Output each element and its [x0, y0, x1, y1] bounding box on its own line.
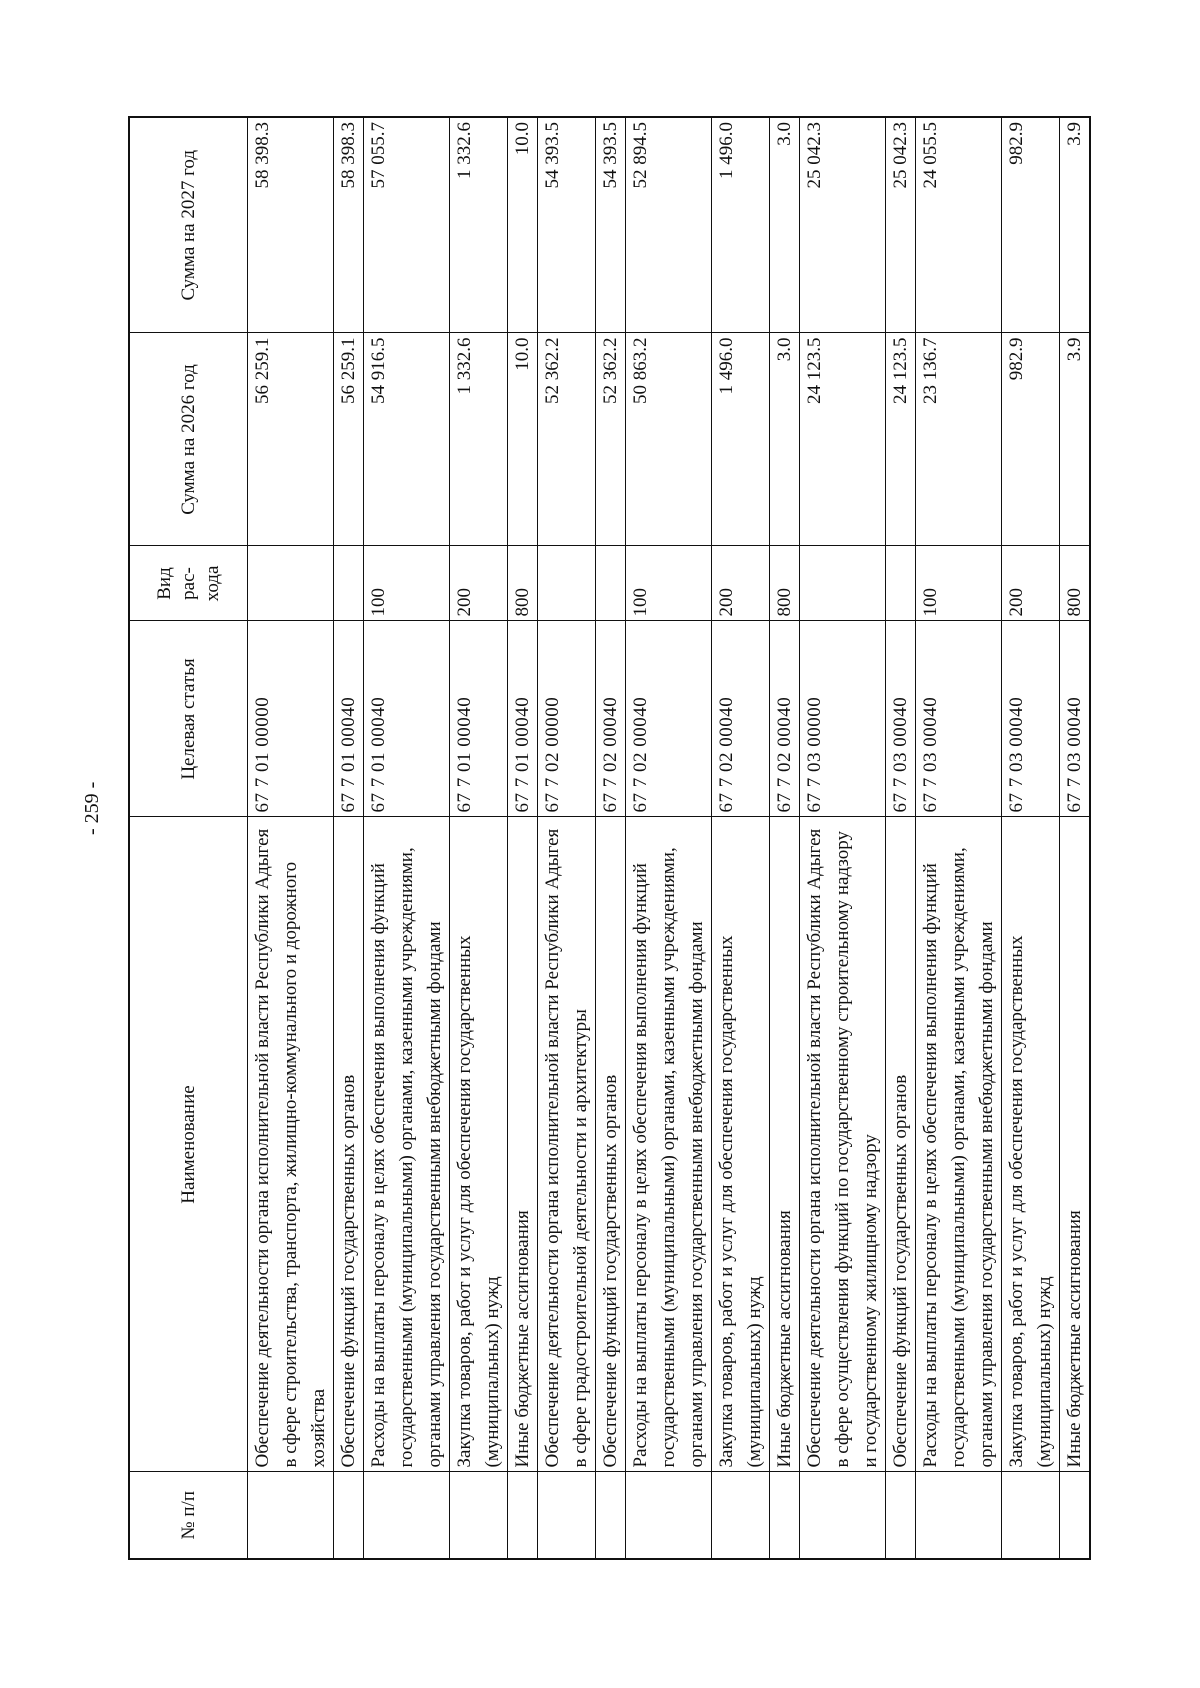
table-row: [1059, 117, 1090, 1559]
cell-no: [625, 1472, 711, 1559]
cell-kind: 800: [769, 546, 799, 621]
header-sum-2027: Сумма на 2027 год: [129, 117, 247, 333]
table-row: [507, 117, 537, 1559]
table-row: [537, 117, 595, 1559]
cell-kind: 200: [449, 546, 507, 621]
cell-kind: 800: [507, 546, 537, 621]
cell-sum-2027: 54 393.5: [537, 117, 595, 333]
header-code: Целевая статья: [129, 621, 247, 817]
budget-table-container: [128, 118, 1085, 1560]
header-sum-2026: Сумма на 2026 год: [129, 333, 247, 546]
cell-no: [711, 1472, 769, 1559]
cell-sum-2027: 25 042.3: [885, 117, 915, 333]
table-row: [449, 117, 507, 1559]
cell-sum-2026: 50 863.2: [625, 333, 711, 546]
table-row: [625, 117, 711, 1559]
cell-kind: [885, 546, 915, 621]
cell-kind: [333, 546, 363, 621]
table-row: [333, 117, 363, 1559]
cell-kind: 200: [711, 546, 769, 621]
cell-code: 67 7 02 00040: [711, 621, 769, 817]
cell-no: [769, 1472, 799, 1559]
cell-code: 67 7 03 00040: [1059, 621, 1090, 817]
cell-sum-2026: 56 259.1: [333, 333, 363, 546]
cell-no: [247, 1472, 333, 1559]
table-row: [769, 117, 799, 1559]
cell-sum-2026: 24 123.5: [799, 333, 885, 546]
cell-sum-2027: 58 398.3: [333, 117, 363, 333]
cell-sum-2027: 54 393.5: [595, 117, 625, 333]
table-row: [595, 117, 625, 1559]
table-row: [799, 117, 885, 1559]
cell-name: Иные бюджетные ассигнования: [769, 817, 799, 1472]
cell-no: [537, 1472, 595, 1559]
table-body: [247, 117, 1090, 1559]
cell-sum-2027: 10.0: [507, 117, 537, 333]
cell-name: Расходы на выплаты персоналу в целях обеспечения выполнения функций государственными (муниципальными) органами, казенными учреждениями, органами управления государственными внебюджетными фондами: [363, 817, 449, 1472]
cell-kind: [595, 546, 625, 621]
table-header-row: [129, 117, 247, 1559]
cell-sum-2026: 24 123.5: [885, 333, 915, 546]
header-name: Наименование: [129, 817, 247, 1472]
cell-no: [799, 1472, 885, 1559]
table-row: [885, 117, 915, 1559]
cell-code: 67 7 03 00040: [885, 621, 915, 817]
cell-sum-2026: 52 362.2: [537, 333, 595, 546]
cell-name: Закупка товаров, работ и услуг для обеспечения государственных (муниципальных) нужд: [449, 817, 507, 1472]
cell-name: Обеспечение функций государственных органов: [885, 817, 915, 1472]
budget-table: [128, 116, 1091, 1560]
cell-sum-2026: 3.9: [1059, 333, 1090, 546]
cell-sum-2027: 982.9: [1001, 117, 1059, 333]
cell-name: Расходы на выплаты персоналу в целях обеспечения выполнения функций государственными (муниципальными) органами, казенными учреждениями, органами управления государственными внебюджетными фондами: [625, 817, 711, 1472]
cell-name: Закупка товаров, работ и услуг для обеспечения государственных (муниципальных) нужд: [1001, 817, 1059, 1472]
cell-sum-2027: 57 055.7: [363, 117, 449, 333]
cell-name: Расходы на выплаты персоналу в целях обеспечения выполнения функций государственными (муниципальными) органами, казенными учреждениями, органами управления государственными внебюджетными фондами: [915, 817, 1001, 1472]
cell-no: [449, 1472, 507, 1559]
cell-code: 67 7 01 00040: [363, 621, 449, 817]
header-kind: Вид рас-хода: [129, 546, 247, 621]
cell-code: 67 7 01 00000: [247, 621, 333, 817]
header-no: № п/п: [129, 1472, 247, 1559]
cell-code: 67 7 01 00040: [333, 621, 363, 817]
cell-code: 67 7 02 00040: [769, 621, 799, 817]
cell-sum-2027: 24 055.5: [915, 117, 1001, 333]
cell-no: [885, 1472, 915, 1559]
cell-kind: [799, 546, 885, 621]
cell-no: [507, 1472, 537, 1559]
cell-sum-2026: 3.0: [769, 333, 799, 546]
cell-name: Обеспечение деятельности органа исполнительной власти Республики Адыгея в сфере строительства, транспорта, жилищно-коммунального и дорожного хозяйства: [247, 817, 333, 1472]
cell-code: 67 7 03 00000: [799, 621, 885, 817]
cell-kind: [247, 546, 333, 621]
table-row: [1001, 117, 1059, 1559]
cell-sum-2026: 10.0: [507, 333, 537, 546]
cell-no: [333, 1472, 363, 1559]
cell-kind: 100: [363, 546, 449, 621]
cell-sum-2027: 3.0: [769, 117, 799, 333]
table-row: [711, 117, 769, 1559]
cell-kind: 100: [915, 546, 1001, 621]
cell-sum-2026: 1 332.6: [449, 333, 507, 546]
cell-sum-2027: 25 042.3: [799, 117, 885, 333]
cell-kind: 100: [625, 546, 711, 621]
cell-no: [363, 1472, 449, 1559]
cell-name: Иные бюджетные ассигнования: [1059, 817, 1090, 1472]
cell-name: Обеспечение деятельности органа исполнительной власти Республики Адыгея в сфере осуществления функций по государственному строительному надзору и государственному жилищному надзору: [799, 817, 885, 1472]
cell-code: 67 7 01 00040: [449, 621, 507, 817]
table-row: [915, 117, 1001, 1559]
table-row: [247, 117, 333, 1559]
cell-no: [595, 1472, 625, 1559]
cell-sum-2026: 23 136.7: [915, 333, 1001, 546]
cell-name: Обеспечение деятельности органа исполнительной власти Республики Адыгея в сфере градостроительной деятельности и архитектуры: [537, 817, 595, 1472]
cell-name: Закупка товаров, работ и услуг для обеспечения государственных (муниципальных) нужд: [711, 817, 769, 1472]
cell-kind: [537, 546, 595, 621]
cell-no: [1001, 1472, 1059, 1559]
cell-sum-2027: 58 398.3: [247, 117, 333, 333]
cell-kind: 800: [1059, 546, 1090, 621]
cell-kind: 200: [1001, 546, 1059, 621]
cell-no: [1059, 1472, 1090, 1559]
cell-sum-2027: 3.9: [1059, 117, 1090, 333]
table-row: [363, 117, 449, 1559]
cell-name: Иные бюджетные ассигнования: [507, 817, 537, 1472]
cell-name: Обеспечение функций государственных органов: [595, 817, 625, 1472]
cell-code: 67 7 02 00040: [625, 621, 711, 817]
cell-code: 67 7 02 00000: [537, 621, 595, 817]
page-number: - 259 -: [81, 781, 103, 835]
cell-name: Обеспечение функций государственных органов: [333, 817, 363, 1472]
cell-sum-2026: 1 496.0: [711, 333, 769, 546]
cell-sum-2026: 54 916.5: [363, 333, 449, 546]
cell-sum-2026: 52 362.2: [595, 333, 625, 546]
cell-sum-2027: 1 332.6: [449, 117, 507, 333]
cell-code: 67 7 03 00040: [1001, 621, 1059, 817]
cell-code: 67 7 02 00040: [595, 621, 625, 817]
cell-sum-2026: 56 259.1: [247, 333, 333, 546]
cell-no: [915, 1472, 1001, 1559]
cell-sum-2026: 982.9: [1001, 333, 1059, 546]
cell-code: 67 7 01 00040: [507, 621, 537, 817]
cell-sum-2027: 1 496.0: [711, 117, 769, 333]
cell-sum-2027: 52 894.5: [625, 117, 711, 333]
cell-code: 67 7 03 00040: [915, 621, 1001, 817]
